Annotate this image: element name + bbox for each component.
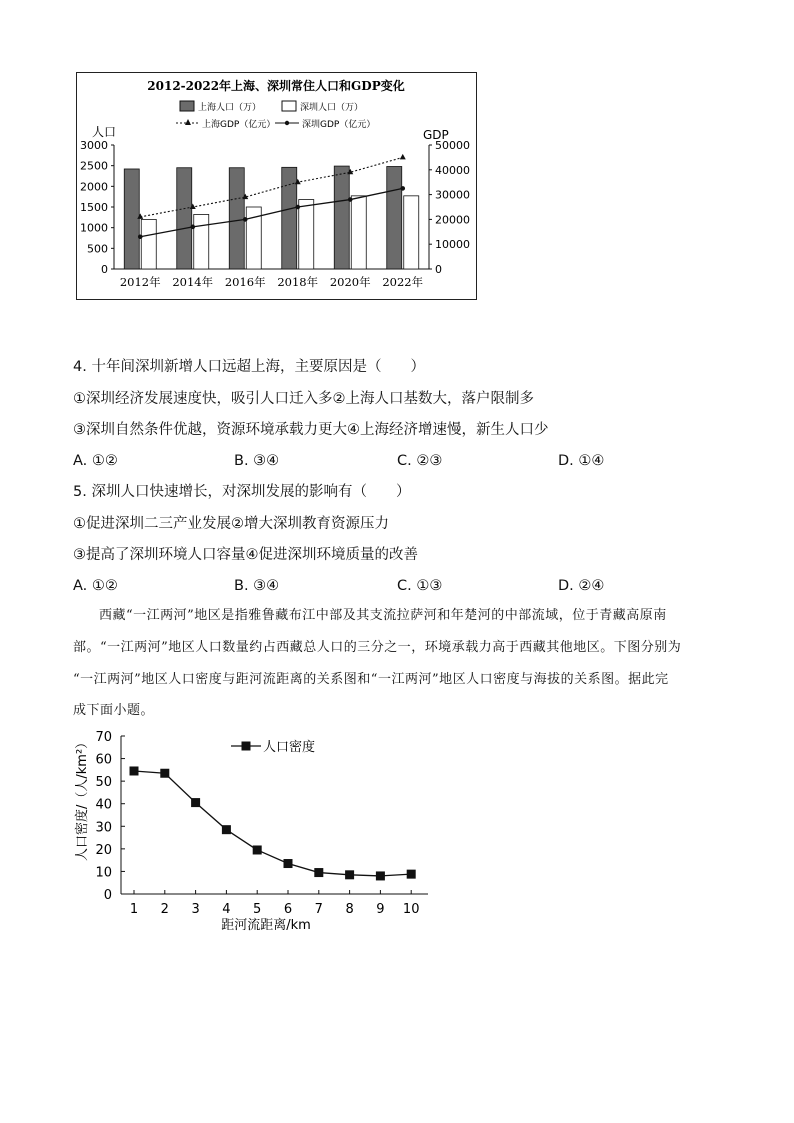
density-point — [314, 868, 323, 877]
bar-shanghai-pop — [229, 168, 244, 269]
bar-shenzhen-pop — [299, 200, 314, 269]
y-tick-label: 20 — [95, 842, 112, 858]
population-gdp-chart — [76, 72, 477, 300]
point-shenzhen-gdp — [400, 186, 405, 191]
bar-shanghai-pop — [177, 168, 192, 269]
legend-marker-shenzhen-gdp — [285, 121, 289, 125]
q5-option-a[interactable]: A. ①② — [73, 578, 118, 594]
y-tick-label: 30 — [95, 820, 112, 836]
passage-line-3: “一江两河”地区人口密度与距河流距离的关系图和“一江两河”地区人口密度与海拔的关系图。据此完 — [73, 672, 669, 687]
bar-shanghai-pop — [334, 166, 349, 269]
passage-line-4: 成下面小题。 — [73, 703, 155, 718]
density-line — [134, 771, 411, 876]
x-tick-label: 3 — [191, 902, 200, 917]
right-tick-label: 20000 — [435, 213, 470, 227]
x-tick-label: 2014年 — [172, 275, 214, 289]
bar-shenzhen-pop — [141, 219, 156, 269]
density-distance-chart — [66, 726, 436, 938]
x-tick-label: 4 — [222, 902, 231, 917]
left-tick-label: 1500 — [80, 201, 108, 214]
y-tick-label: 70 — [95, 730, 112, 745]
legend — [231, 739, 315, 755]
y-tick-label: 50 — [95, 775, 112, 791]
q4-option-b[interactable]: B. ③④ — [234, 453, 280, 469]
density-point — [376, 871, 385, 880]
q5-statement-line-2: ③提高了深圳环境人口容量④促进深圳环境质量的改善 — [73, 547, 418, 563]
bar-shenzhen-pop — [194, 214, 209, 269]
point-shenzhen-gdp — [190, 225, 195, 230]
point-shenzhen-gdp — [138, 234, 143, 239]
x-tick-label: 6 — [283, 902, 293, 917]
left-tick-label: 2500 — [80, 159, 108, 173]
point-shenzhen-gdp — [243, 217, 248, 222]
q4-stem: 4. 十年间深圳新增人口远超上海，主要原因是（ ） — [73, 359, 425, 375]
density-point — [130, 766, 139, 775]
y-tick-label: 40 — [95, 797, 112, 813]
bar-shenzhen-pop — [351, 196, 366, 269]
x-tick-label: 5 — [253, 902, 262, 917]
bar-shanghai-pop — [282, 167, 297, 269]
x-tick-label: 1 — [129, 902, 139, 917]
legend-label-shanghai-pop: 上海人口（万） — [198, 103, 262, 113]
q5-option-d[interactable]: D. ②④ — [558, 578, 605, 594]
left-axis-title: 人口 — [92, 125, 117, 139]
density-point — [160, 769, 169, 778]
bar-shanghai-pop — [124, 169, 139, 269]
q4-statement-line-2: ③深圳自然条件优越，资源环境承载力更大④上海经济增速慢，新生人口少 — [73, 422, 549, 438]
right-tick-label: 10000 — [435, 238, 470, 252]
x-tick-label: 9 — [376, 902, 385, 917]
x-tick-label: 7 — [314, 902, 323, 917]
x-tick-label: 2 — [160, 902, 169, 917]
bar-shenzhen-pop — [404, 196, 419, 269]
density-point — [222, 825, 231, 834]
right-axis-title: GDP — [423, 128, 449, 142]
q5-statement-line-1: ①促进深圳二三产业发展②增大深圳教育资源压力 — [73, 516, 389, 532]
density-point — [284, 859, 293, 868]
legend-label-shanghai-gdp: 上海GDP（亿元） — [202, 120, 276, 130]
q4-option-a[interactable]: A. ①② — [73, 453, 118, 469]
point-shenzhen-gdp — [295, 205, 300, 210]
x-tick-label: 2016年 — [224, 275, 266, 289]
x-axis-title: 距河流距离/km — [221, 918, 311, 933]
left-tick-label: 500 — [87, 242, 108, 256]
x-tick-label: 2020年 — [329, 275, 371, 289]
x-tick-label: 2022年 — [382, 275, 424, 289]
right-tick-label: 40000 — [435, 163, 470, 177]
left-tick-label: 2000 — [80, 180, 108, 194]
legend-label-shenzhen-pop: 深圳人口（万） — [300, 103, 364, 113]
x-tick-label: 10 — [402, 902, 420, 917]
passage-line-1: 西藏“一江两河”地区是指雅鲁藏布江中部及其支流拉萨河和年楚河的中部流域，位于青藏高原南 — [99, 608, 667, 623]
left-tick-label: 3000 — [80, 139, 108, 152]
density-point — [253, 845, 262, 854]
q4-statement-line-1: ①深圳经济发展速度快，吸引人口迁入多②上海人口基数大，落户限制多 — [73, 391, 534, 407]
q5-option-c[interactable]: C. ①③ — [397, 578, 443, 594]
y-tick-label: 10 — [95, 865, 112, 881]
right-tick-label: 30000 — [435, 188, 470, 202]
q4-option-c[interactable]: C. ②③ — [397, 453, 443, 469]
density-point — [407, 870, 416, 879]
density-point — [191, 798, 200, 807]
x-tick-label: 2012年 — [119, 275, 161, 289]
y-axis-title: 人口密度/（人/km²） — [75, 735, 90, 861]
legend-swatch-shenzhen-pop — [282, 101, 296, 111]
legend-swatch-shanghai-pop — [180, 101, 194, 111]
q5-option-b[interactable]: B. ③④ — [234, 578, 280, 594]
right-tick-label: 50000 — [435, 139, 470, 152]
chart-title: 2012-2022年上海、深圳常住人口和GDP变化 — [147, 79, 405, 93]
q5-stem: 5. 深圳人口快速增长，对深圳发展的影响有（ ） — [73, 484, 411, 500]
density-point — [345, 870, 354, 879]
left-tick-label: 0 — [101, 263, 108, 276]
legend-label: 人口密度 — [263, 740, 316, 755]
right-tick-label: 0 — [435, 263, 442, 276]
point-shenzhen-gdp — [348, 197, 353, 202]
passage-line-2: 部。“一江两河”地区人口数量约占西藏总人口的三分之一，环境承载力高于西藏其他地区。下图分别为 — [73, 640, 682, 655]
x-tick-label: 2018年 — [277, 275, 319, 289]
q4-option-d[interactable]: D. ①④ — [558, 453, 605, 469]
legend-marker — [242, 742, 251, 751]
bar-shanghai-pop — [387, 166, 402, 269]
legend-label-shenzhen-gdp: 深圳GDP（亿元） — [302, 120, 376, 130]
y-tick-label: 60 — [95, 752, 112, 768]
x-tick-label: 8 — [345, 902, 354, 917]
left-tick-label: 1000 — [80, 221, 108, 235]
y-tick-label: 0 — [103, 888, 112, 903]
